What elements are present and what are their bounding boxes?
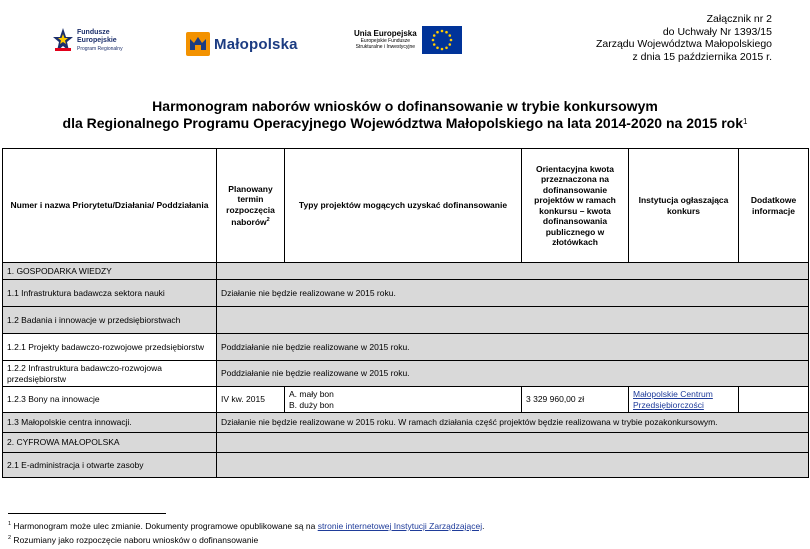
- type-large-voucher: B. duży bon: [289, 399, 334, 410]
- fundusze-europejskie-logo: [52, 26, 123, 56]
- action-1-2-shaded: [217, 307, 809, 334]
- subaction-1-2-1-name: 1.2.1 Projekty badawczo-rozwojowe przedsiębiorstw: [3, 334, 217, 361]
- footnotes: [8, 518, 484, 546]
- unia-europejska-logo: [354, 26, 462, 54]
- table-row: [3, 280, 809, 307]
- fe-line1: Fundusze: [77, 29, 110, 36]
- title-footnote-ref: 1: [743, 117, 748, 126]
- footnote-separator: [8, 513, 166, 514]
- header-project-types: Typy projektów mogących uzyskać dofinansowanie: [285, 149, 522, 263]
- table-row: [3, 453, 809, 478]
- action-1-3-note: Działanie nie będzie realizowane w 2015 roku. W ramach działania część projektów będzie realizowana w trybie pozakonkursowym.: [217, 413, 809, 433]
- managing-authority-link[interactable]: stronie internetowej Instytucji Zarządzającej: [317, 520, 483, 531]
- subaction-1-2-3-institution-cell: [629, 387, 739, 413]
- table-row: [3, 334, 809, 361]
- subaction-1-2-3-term: IV kw. 2015: [217, 387, 285, 413]
- table-row: [3, 433, 809, 453]
- annex-line2: do Uchwały Nr 1393/15: [662, 25, 772, 38]
- priority-1-cell: 1. GOSPODARKA WIEDZY: [3, 263, 217, 280]
- header-start-term-ref: 2: [266, 217, 270, 224]
- action-1-2-name: 1.2 Badania i innowacje w przedsiębiorstwach: [3, 307, 217, 334]
- eu-flag-icon: [422, 26, 462, 54]
- footnote-1-end: .: [482, 520, 485, 531]
- institution-link[interactable]: Małopolskie Centrum Przedsiębiorczości: [633, 389, 713, 410]
- footnote-1: [8, 518, 484, 532]
- action-1-1-note: Działanie nie będzie realizowane w 2015 roku.: [217, 280, 809, 307]
- footnote-2: [8, 532, 484, 546]
- subaction-1-2-1-note: Poddziałanie nie będzie realizowane w 2015 roku.: [217, 334, 809, 361]
- subaction-1-2-2-note: Poddziałanie nie będzie realizowane w 2015 roku.: [217, 361, 809, 387]
- footnote-2-ref: 2: [8, 534, 12, 541]
- header-start-term: Planowany termin rozpoczęcia naborów$^2$: [217, 149, 285, 263]
- action-1-3-name: 1.3 Małopolskie centra innowacji.: [3, 413, 217, 433]
- header-institution: Instytucja ogłaszająca konkurs: [629, 149, 739, 263]
- priority-1-shaded: [217, 263, 809, 280]
- malopolska-logo: [186, 32, 298, 56]
- subaction-1-2-3-name: 1.2.3 Bony na innowacje: [3, 387, 217, 413]
- table-row: [3, 307, 809, 334]
- action-2-1-shaded: [217, 453, 809, 478]
- document-title: [0, 98, 810, 132]
- table-row: [3, 361, 809, 387]
- subaction-1-2-2-name: 1.2.2 Infrastruktura badawczo-rozwojowa przedsiębiorstw: [3, 361, 217, 387]
- subaction-1-2-3-amount: 3 329 960,00 zł: [522, 387, 629, 413]
- footnote-2-text: Rozumiany jako rozpoczęcie naboru wniosków o dofinansowanie: [11, 534, 259, 545]
- annex-reference: [596, 13, 772, 63]
- action-2-1-name: 2.1 E-administracja i otwarte zasoby: [3, 453, 217, 478]
- header-priority: Numer i nazwa Priorytetu/Działania/ Poddziałania: [3, 149, 217, 263]
- priority-2-shaded: [217, 433, 809, 453]
- header-additional-info: Dodatkowe informacje: [739, 149, 809, 263]
- schedule-table: [2, 148, 809, 478]
- table-row: [3, 387, 809, 413]
- title-line2: dla Regionalnego Programu Operacyjnego Województwa Małopolskiego na lata 2014-2020 na 2015 rok: [62, 115, 744, 131]
- title-line2-wrap: [0, 115, 810, 132]
- fe-star-icon: [52, 26, 74, 56]
- malopolska-text: Małopolska: [214, 35, 298, 53]
- header-amount: Orientacyjna kwota przeznaczona na dofinansowanie projektów w ramach konkursu – kwota dofinansowania publicznego w złotówkach: [522, 149, 629, 263]
- ue-line1: Unia Europejska: [354, 29, 417, 38]
- annex-line4: z dnia 15 października 2015 r.: [632, 50, 772, 63]
- annex-line3: Zarządu Województwa Małopolskiego: [595, 38, 772, 50]
- fe-line3: Program Regionalny: [77, 46, 123, 52]
- footnote-1-text: Harmonogram może ulec zmianie. Dokumenty programowe opublikowane są na: [11, 520, 318, 531]
- subaction-1-2-3-types: [285, 387, 522, 413]
- ue-line2: Europejskie Fundusze: [360, 38, 411, 44]
- table-row: [3, 263, 809, 280]
- table-header-row: [3, 149, 809, 263]
- type-small-voucher: A. mały bon: [289, 389, 334, 399]
- malopolska-crown-icon: [186, 32, 210, 56]
- fe-line2: Europejskie: [77, 37, 117, 44]
- ue-line3: Strukturalne i Inwestycyjne: [355, 44, 416, 50]
- subaction-1-2-3-additional: [739, 387, 809, 413]
- action-1-1-name: 1.1 Infrastruktura badawcza sektora nauki: [3, 280, 217, 307]
- logo-bar: [52, 26, 482, 66]
- annex-line1: Załącznik nr 2: [706, 13, 772, 25]
- title-line1: Harmonogram naborów wniosków o dofinansowanie w trybie konkursowym: [152, 98, 658, 114]
- footnote-1-ref: 1: [8, 521, 12, 527]
- table-row: [3, 413, 809, 433]
- priority-2-cell: 2. CYFROWA MAŁOPOLSKA: [3, 433, 217, 453]
